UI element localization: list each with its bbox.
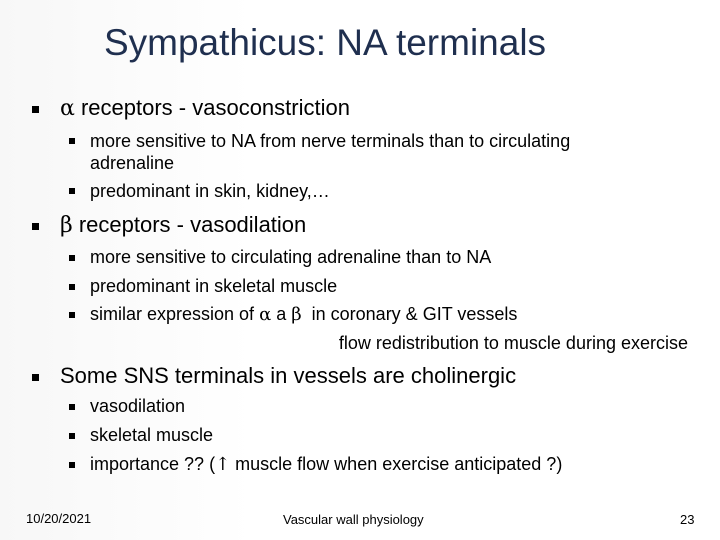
bullet-icon [69,462,75,468]
alpha-point-2: predominant in skin, kidney,… [90,181,330,201]
beta-point-2: predominant in skeletal muscle [90,276,338,296]
alpha-point-1: more sensitive to NA from nerve terminals than to circulating [90,131,571,151]
bullet-icon [32,106,39,113]
bullet-icon [69,188,75,194]
importance-pre: importance ?? ( [90,454,216,474]
similar-pre: similar expression of [90,304,260,324]
page-number: 23 [680,512,695,527]
alpha-symbol: α [60,96,75,121]
footer-course: Vascular wall physiology [283,512,424,527]
beta-heading [60,212,306,238]
up-arrow-icon: ↑ [215,454,231,475]
beta-point-3 [90,303,517,326]
importance-post: muscle flow when exercise anticipated ?) [230,454,563,474]
cholinergic-heading: Some SNS terminals in vessels are cholinergic [60,363,517,388]
cholinergic-point-3 [90,453,562,476]
bullet-icon [69,404,75,410]
alpha-point-1-cont: adrenaline [90,153,175,173]
cholinergic-point-1: vasodilation [90,396,186,416]
bullet-icon [69,433,75,439]
bullet-icon [32,223,39,230]
flow-note: flow redistribution to muscle during exercise [338,333,688,353]
beta-point-1: more sensitive to circulating adrenaline than to NA [90,247,492,267]
bullet-icon [69,312,75,318]
bullet-icon [32,374,39,381]
bullet-icon [69,138,75,144]
similar-alpha: α [259,304,272,325]
slide-title: Sympathicus: NA terminals [103,22,547,63]
similar-post: in coronary & GIT vessels [301,304,518,324]
beta-heading-text: receptors - vasodilation [72,212,307,237]
similar-mid: a [271,304,292,324]
footer-date: 10/20/2021 [26,511,92,526]
alpha-heading-text: receptors - vasoconstriction [74,95,350,120]
alpha-heading [60,95,350,121]
similar-beta: β [291,304,302,325]
cholinergic-point-2: skeletal muscle [90,425,214,445]
beta-symbol: β [60,213,73,238]
bullet-icon [69,255,75,261]
bullet-icon [69,284,75,290]
